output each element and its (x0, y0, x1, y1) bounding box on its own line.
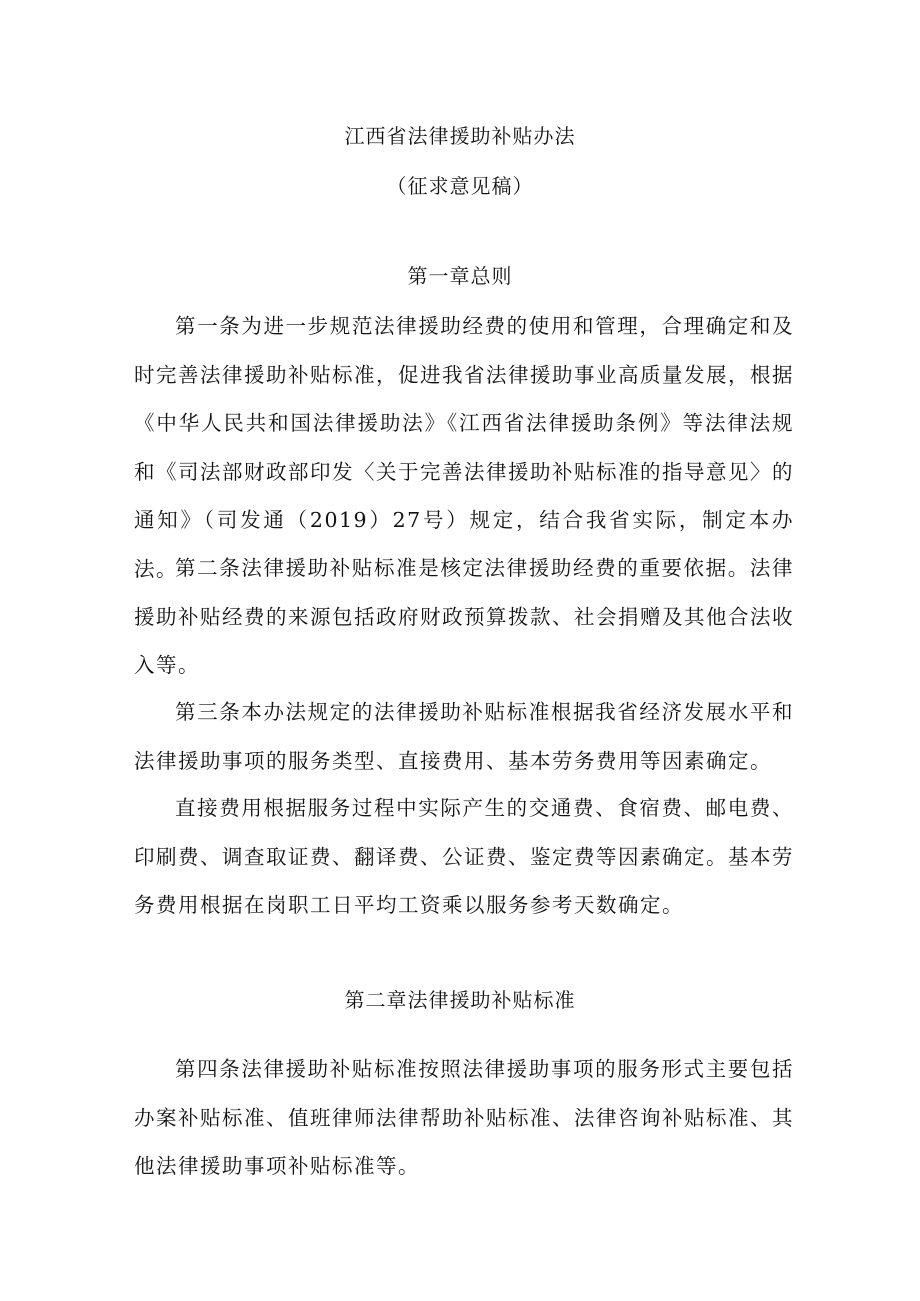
article-paragraph: 第一条为进一步规范法律援助经费的使用和管理，合理确定和及时完善法律援助补贴标准，促进我省法律援助事业高质量发展，根据《中华人民共和国法律援助法》《江西省法律援助条例》等法律法规和《司法部财政部印发〈关于完善法律援助补贴标准的指导意见〉的通知》（司发通（2019）27号）规定，结合我省实际，制定本办法。 (134, 314, 794, 581)
article-paragraph: 第二条法律援助补贴标准是核定法律援助经费的重要依据。法律援助补贴经费的来源包括政府财政预算拨款、社会捐赠及其他合法收入等。 (134, 556, 794, 677)
article-paragraph: 第三条本办法规定的法律援助补贴标准根据我省经济发展水平和法律援助事项的服务类型、直接费用、基本劳务费用等因素确定。 (134, 700, 794, 773)
article-paragraph: 第四条法律援助补贴标准按照法律援助事项的服务形式主要包括办案补贴标准、值班律师法律帮助补贴标准、法律咨询补贴标准、其他法律援助事项补贴标准等。 (134, 1057, 794, 1178)
chapter-heading: 第一章总则 (407, 264, 513, 288)
article-paragraph: 直接费用根据服务过程中实际产生的交通费、食宿费、邮电费、印刷费、调查取证费、翻译费、公证费、鉴定费等因素确定。基本劳务费用根据在岗职工日平均工资乘以服务参考天数确定。 (134, 796, 794, 917)
document-title: 江西省法律援助补贴办法 (344, 124, 576, 148)
document-subtitle: （征求意见稿） (386, 174, 534, 198)
chapter-heading: 第二章法律援助补贴标准 (344, 988, 576, 1012)
